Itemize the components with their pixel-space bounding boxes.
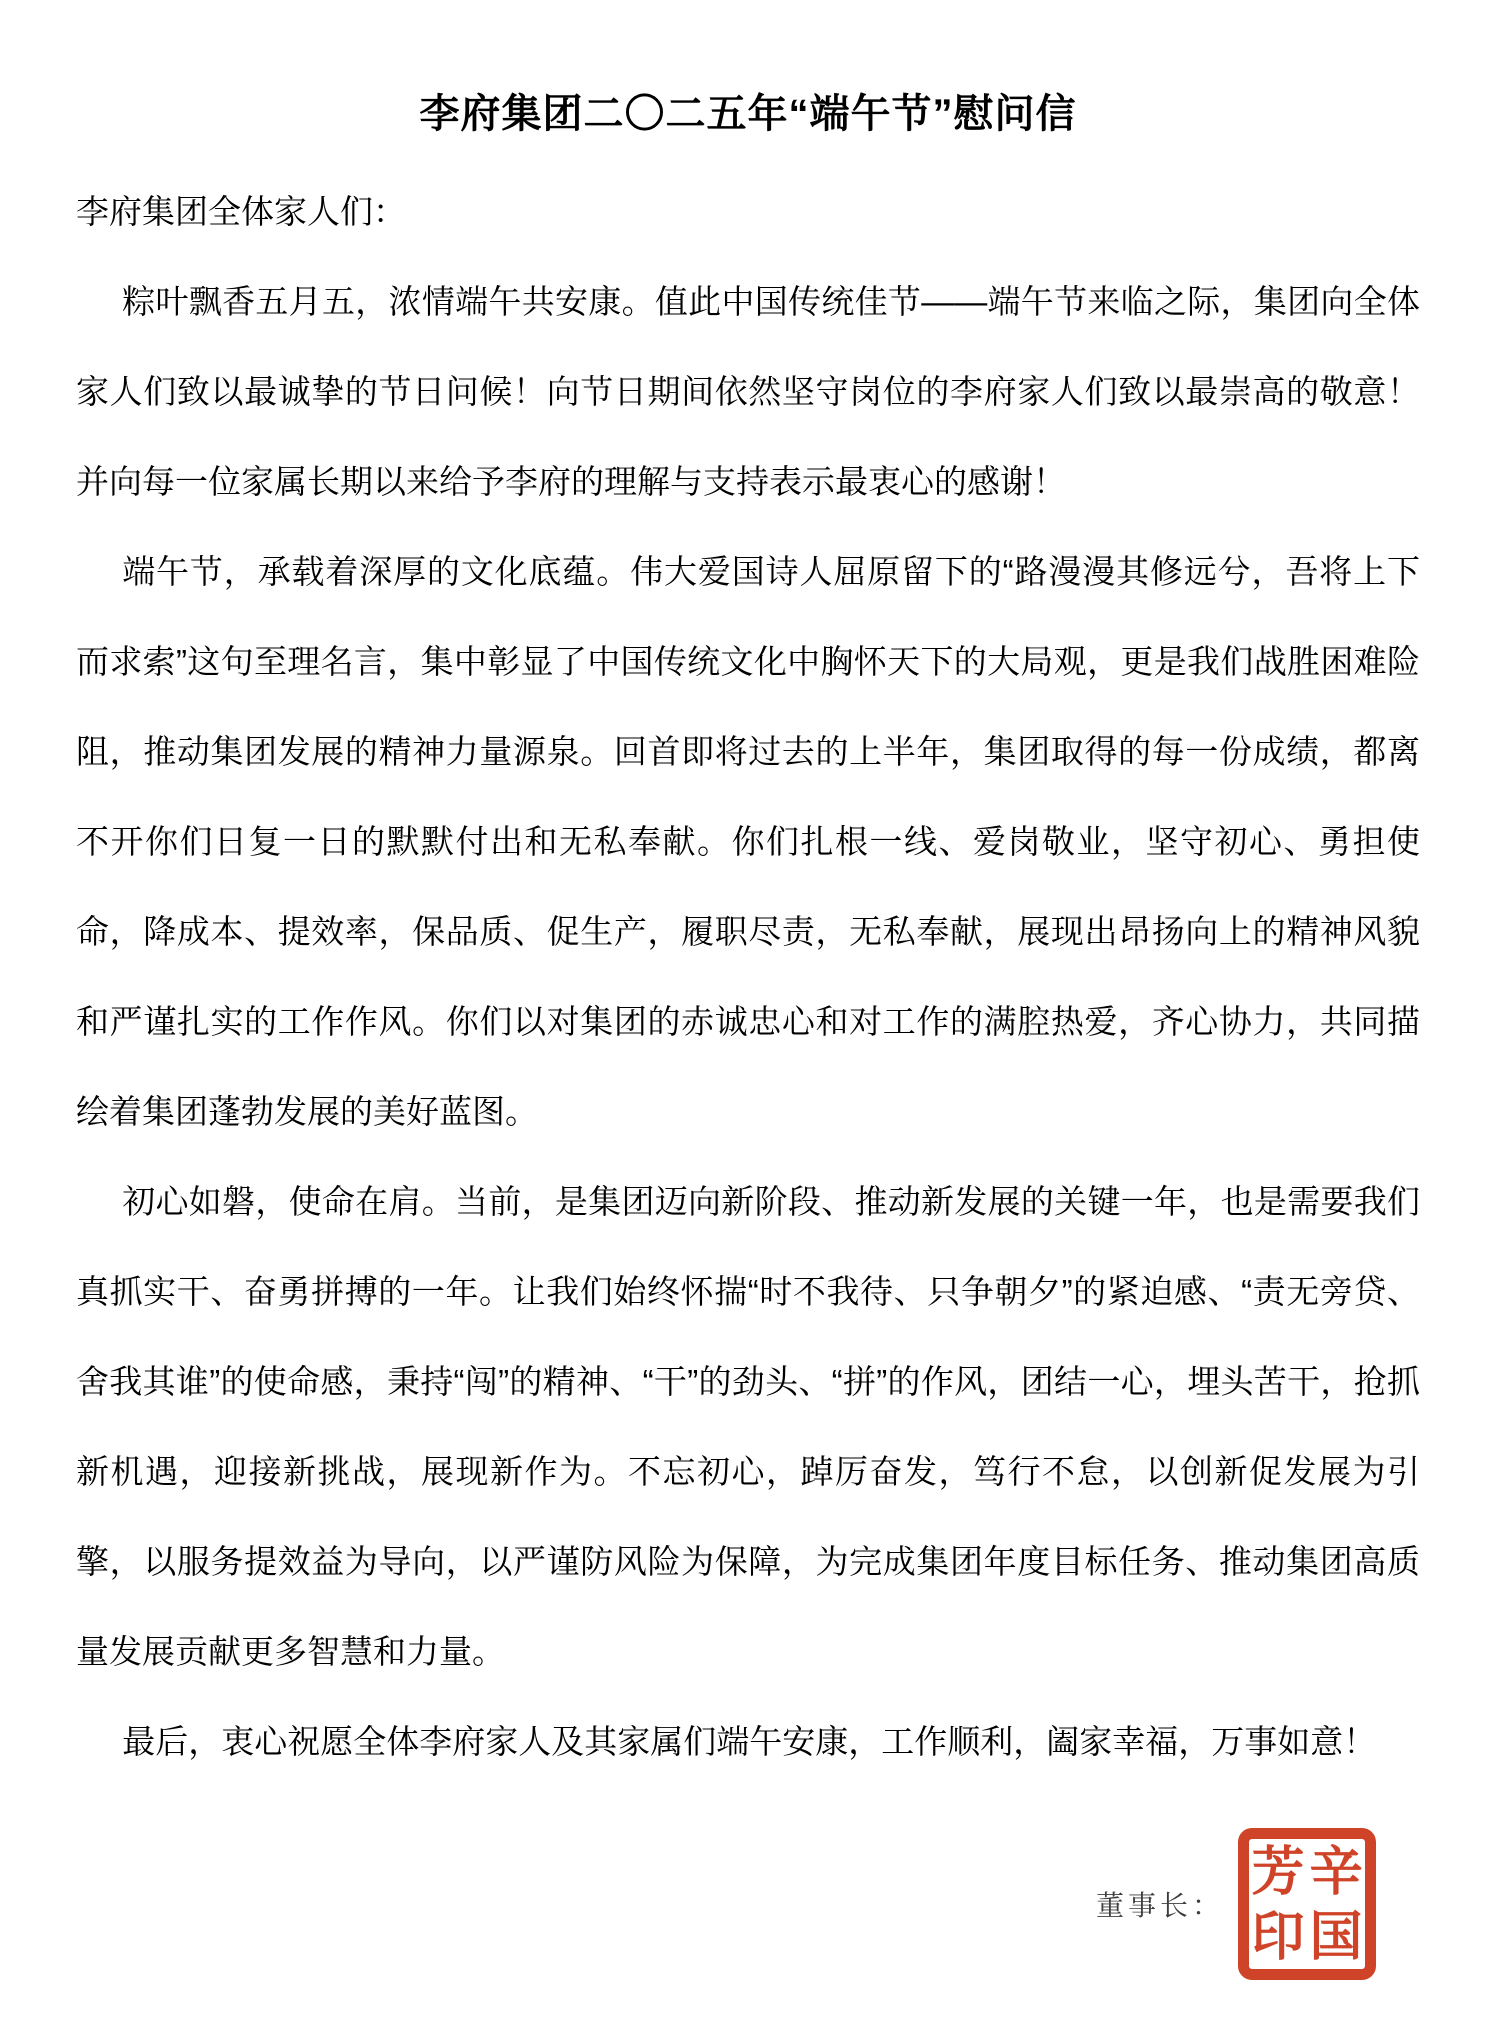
paragraph-culture-review: 端午节，承载着深厚的文化底蕴。伟大爱国诗人屈原留下的“路漫漫其修远兮，吾将上下而求索”这句至理名言，集中彰显了中国传统文化中胸怀天下的大局观，更是我们战胜困难险阻，推动集团发展的精神力量源泉。回首即将过去的上半年，集团取得的每一份成绩，都离不开你们日复一日的默默付出和无私奉献。你们扎根一线、爱岗敬业，坚守初心、勇担使命，降成本、提效率，保品质、促生产，履职尽责，无私奉献，展现出昂扬向上的精神风貌和严谨扎实的工作作风。你们以对集团的赤诚忠心和对工作的满腔热爱，齐心协力，共同描绘着集团蓬勃发展的美好蓝图。 <box>76 553 1420 1130</box>
seal-char-bottom-right: 国 <box>1309 1906 1363 1967</box>
paragraph-mission-outlook: 初心如磐，使命在肩。当前，是集团迈向新阶段、推动新发展的关键一年，也是需要我们真抓实干、奋勇拼搏的一年。让我们始终怀揣“时不我待、只争朝夕”的紧迫感、“责无旁贷、舍我其谁”的使命感，秉持“闯”的精神、“干”的劲头、“拼”的作风，团结一心，埋头苦干，抢抓新机遇，迎接新挑战，展现新作为。不忘初心，踔厉奋发，笃行不怠，以创新促发展为引擎，以服务提效益为导向，以严谨防风险为保障，为完成集团年度目标任务、推动集团高质量发展贡献更多智慧和力量。 <box>76 1183 1420 1670</box>
company-seal <box>1238 1828 1376 1980</box>
seal-char-top-left: 芳 <box>1251 1841 1305 1902</box>
seal-char-bottom-left: 印 <box>1251 1906 1305 1967</box>
salutation: 李府集团全体家人们： <box>76 193 406 230</box>
letter-body <box>76 167 1420 1787</box>
signature-row <box>1096 1828 1376 1980</box>
document-title: 李府集团二〇二五年“端午节”慰问信 <box>419 92 1077 136</box>
seal-char-top-right: 辛 <box>1309 1841 1363 1902</box>
chairman-label: 董事长： <box>1095 1890 1224 1921</box>
paragraph-closing-wishes: 最后，衷心祝愿全体李府家人及其家属们端午安康，工作顺利，阖家幸福，万事如意！ <box>122 1723 1377 1760</box>
paragraph-greeting: 粽叶飘香五月五，浓情端午共安康。值此中国传统佳节——端午节来临之际，集团向全体家人们致以最诚挚的节日问候！向节日期间依然坚守岗位的李府家人们致以最崇高的敬意！并向每一位家属长期以来给予李府的理解与支持表示最衷心的感谢！ <box>76 283 1420 500</box>
